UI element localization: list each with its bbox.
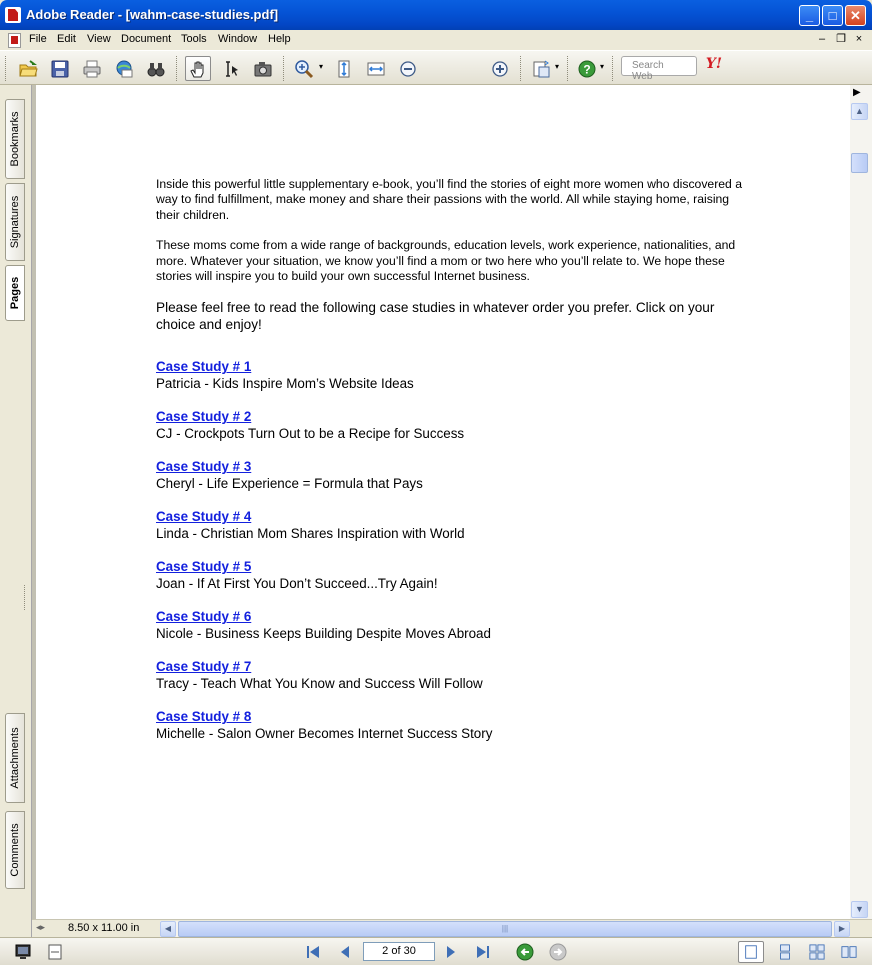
vertical-scrollbar[interactable] bbox=[850, 85, 872, 919]
last-page-icon bbox=[474, 943, 492, 961]
case-study-item bbox=[156, 408, 746, 442]
toolbar-grip[interactable] bbox=[283, 56, 286, 81]
continuous-icon bbox=[777, 944, 793, 960]
hand-tool-icon bbox=[188, 59, 208, 79]
help-button[interactable] bbox=[574, 56, 600, 81]
case-study-link[interactable]: Case Study # 4 bbox=[156, 509, 252, 525]
zoom-out-minus-icon bbox=[398, 59, 418, 79]
toolbar bbox=[0, 50, 872, 85]
navigation-pane-splitter[interactable] bbox=[24, 585, 27, 610]
zoom-in-icon bbox=[294, 59, 314, 79]
fit-height-icon bbox=[334, 59, 354, 79]
zoom-in-button[interactable] bbox=[487, 56, 513, 81]
search-web-input[interactable]: Search Web bbox=[621, 56, 697, 76]
toolbar-grip[interactable] bbox=[176, 56, 179, 81]
single-page-icon bbox=[743, 944, 759, 960]
next-view-button[interactable] bbox=[548, 942, 568, 962]
rotate-view-icon bbox=[531, 59, 551, 79]
close-button[interactable]: ✕ bbox=[845, 5, 866, 26]
page-size-label: 8.50 x 11.00 in bbox=[68, 922, 140, 934]
snapshot-icon bbox=[253, 59, 273, 79]
tab-pages[interactable] bbox=[5, 265, 25, 321]
vertical-scroll-thumb[interactable] bbox=[851, 153, 868, 173]
menu-document[interactable]: Document bbox=[121, 33, 172, 45]
tab-signatures-label: Signatures bbox=[9, 195, 21, 249]
document-page[interactable] bbox=[32, 85, 850, 919]
zoom-tool-dropdown-arrow[interactable]: ▾ bbox=[318, 62, 323, 71]
facing-view-button[interactable] bbox=[836, 941, 862, 963]
document-close-button[interactable]: × bbox=[855, 33, 863, 45]
find-button[interactable] bbox=[143, 56, 169, 81]
next-page-icon bbox=[442, 943, 460, 961]
single-page-view-button[interactable] bbox=[738, 941, 764, 963]
facing-icon bbox=[841, 944, 857, 960]
rotate-view-button[interactable] bbox=[528, 56, 554, 81]
tab-comments[interactable] bbox=[5, 811, 25, 889]
tab-pages-label: Pages bbox=[9, 276, 21, 310]
view-mode-button[interactable] bbox=[13, 942, 33, 962]
case-study-description: CJ - Crockpots Turn Out to be a Recipe for Success bbox=[156, 426, 465, 442]
email-icon bbox=[114, 59, 134, 79]
case-study-item bbox=[156, 558, 746, 592]
document-restore-button[interactable]: ❐ bbox=[836, 33, 846, 45]
fit-width-button[interactable] bbox=[363, 56, 389, 81]
case-study-link[interactable]: Case Study # 6 bbox=[156, 609, 252, 625]
document-icon[interactable] bbox=[8, 33, 21, 48]
page-number-input[interactable]: 2 of 30 bbox=[363, 942, 435, 961]
case-study-item bbox=[156, 608, 746, 642]
scroll-right-button[interactable]: ▶ bbox=[834, 921, 850, 937]
case-study-item bbox=[156, 458, 746, 492]
first-page-icon bbox=[304, 943, 322, 961]
find-binoculars-icon bbox=[146, 59, 166, 79]
open-folder-icon bbox=[18, 59, 38, 79]
title-bar bbox=[0, 0, 872, 30]
case-study-description: Tracy - Teach What You Know and Success Will Follow bbox=[156, 676, 483, 692]
menu-tools[interactable]: Tools bbox=[181, 33, 207, 45]
case-study-description: Joan - If At First You Don’t Succeed...Try Again! bbox=[156, 576, 438, 592]
minimize-button[interactable]: _ bbox=[799, 5, 820, 26]
continuous-facing-icon bbox=[809, 944, 825, 960]
monitor-icon bbox=[14, 943, 32, 961]
help-icon bbox=[577, 59, 597, 79]
horizontal-scrollbar[interactable] bbox=[160, 921, 850, 937]
document-status-button[interactable] bbox=[45, 942, 65, 962]
horizontal-scroll-thumb[interactable]: ||| bbox=[178, 921, 832, 937]
zoom-in-plus-icon bbox=[490, 59, 510, 79]
case-study-item bbox=[156, 508, 746, 542]
rotate-view-dropdown-arrow[interactable]: ▾ bbox=[554, 62, 559, 71]
help-dropdown-arrow[interactable]: ▾ bbox=[599, 62, 604, 71]
previous-page-icon bbox=[336, 943, 354, 961]
menu-window[interactable]: Window bbox=[218, 33, 258, 45]
intro-paragraph: Inside this powerful little supplementary e-book, you’ll find the stories of eight more women who discovered a way to find fulfillment, make money and share their passions with the world. All while staying home, raising their children. bbox=[156, 177, 742, 222]
document-minimize-button[interactable]: – bbox=[818, 33, 826, 45]
window-title: Adobe Reader - [wahm-case-studies.pdf] bbox=[26, 7, 279, 22]
case-study-description: Linda - Christian Mom Shares Inspiration with World bbox=[156, 526, 465, 542]
email-button[interactable] bbox=[111, 56, 137, 81]
scroll-left-button[interactable]: ◀ bbox=[160, 921, 176, 937]
save-button[interactable] bbox=[47, 56, 73, 81]
menu-help[interactable]: Help bbox=[268, 33, 291, 45]
zoom-in-tool-button[interactable] bbox=[291, 56, 317, 81]
tab-signatures[interactable] bbox=[5, 183, 25, 261]
fit-height-button[interactable] bbox=[331, 56, 357, 81]
status-bar bbox=[0, 937, 872, 965]
page-info-bar bbox=[32, 919, 872, 937]
case-study-link[interactable]: Case Study # 3 bbox=[156, 459, 252, 475]
tab-bookmarks-label: Bookmarks bbox=[9, 111, 21, 167]
next-page-button[interactable] bbox=[441, 942, 461, 962]
case-study-description: Michelle - Salon Owner Becomes Internet Success Story bbox=[156, 726, 493, 742]
case-study-list bbox=[156, 358, 746, 742]
continuous-view-button[interactable] bbox=[772, 941, 798, 963]
continuous-facing-view-button[interactable] bbox=[804, 941, 830, 963]
case-study-description: Cheryl - Life Experience = Formula that Pays bbox=[156, 476, 423, 492]
case-study-link[interactable]: Case Study # 7 bbox=[156, 659, 252, 675]
case-study-link[interactable]: Case Study # 8 bbox=[156, 709, 252, 725]
tab-comments-label: Comments bbox=[9, 823, 21, 877]
print-button[interactable] bbox=[79, 56, 105, 81]
tab-attachments[interactable] bbox=[5, 713, 25, 803]
scroll-down-button[interactable]: ▼ bbox=[851, 901, 868, 918]
hand-tool-button[interactable] bbox=[185, 56, 211, 81]
print-icon bbox=[82, 59, 102, 79]
next-view-icon bbox=[549, 943, 567, 961]
fit-width-icon bbox=[366, 59, 386, 79]
tab-bookmarks[interactable] bbox=[5, 99, 25, 179]
toolbar-grip[interactable] bbox=[612, 56, 615, 81]
scroll-up-button[interactable]: ▲ bbox=[851, 103, 868, 120]
page-content bbox=[156, 177, 746, 758]
document-icon bbox=[46, 943, 64, 961]
menu-view[interactable]: View bbox=[87, 33, 111, 45]
case-study-item bbox=[156, 708, 746, 742]
zoom-out-button[interactable] bbox=[395, 56, 421, 81]
last-page-button[interactable] bbox=[473, 942, 493, 962]
snapshot-button[interactable] bbox=[250, 56, 276, 81]
select-text-button[interactable] bbox=[218, 56, 244, 81]
navigation-pane bbox=[0, 85, 32, 939]
toolbar-grip[interactable] bbox=[5, 56, 8, 81]
menu-bar bbox=[0, 30, 872, 50]
select-text-icon bbox=[221, 59, 241, 79]
yahoo-icon[interactable]: Y! bbox=[705, 56, 723, 72]
case-study-item bbox=[156, 358, 746, 392]
case-study-description: Nicole - Business Keeps Building Despite Moves Abroad bbox=[156, 626, 491, 642]
intro-paragraph: These moms come from a wide range of backgrounds, education levels, work experience, nationalities, and more. Whatever your situation, we know you’ll find a mom or two here who you’ll relate to. We hope these stories will inspire you to build your own successful Internet business. bbox=[156, 238, 736, 284]
save-icon bbox=[50, 59, 70, 79]
case-study-link[interactable]: Case Study # 1 bbox=[156, 359, 252, 375]
menu-file[interactable]: File bbox=[29, 33, 47, 45]
tab-attachments-label: Attachments bbox=[9, 727, 21, 789]
options-menu-arrow-icon[interactable]: ▶ bbox=[853, 87, 861, 98]
first-page-button[interactable] bbox=[303, 942, 323, 962]
previous-view-icon bbox=[516, 943, 534, 961]
toolbar-grip[interactable] bbox=[567, 56, 570, 81]
previous-view-button[interactable] bbox=[515, 942, 535, 962]
open-button[interactable] bbox=[15, 56, 41, 81]
case-study-description: Patricia - Kids Inspire Mom’s Website Ideas bbox=[156, 376, 414, 392]
case-study-item bbox=[156, 658, 746, 692]
svg-text:?: ? bbox=[583, 62, 591, 76]
case-study-link[interactable]: Case Study # 5 bbox=[156, 559, 252, 575]
toolbar-grip[interactable] bbox=[520, 56, 523, 81]
menu-edit[interactable]: Edit bbox=[57, 33, 76, 45]
previous-page-button[interactable] bbox=[335, 942, 355, 962]
splitter-arrows-icon[interactable]: ◂▸ bbox=[36, 922, 46, 932]
adobe-reader-app-icon[interactable] bbox=[5, 7, 21, 23]
maximize-button[interactable]: □ bbox=[822, 5, 843, 26]
instruction-paragraph: Please feel free to read the following case studies in whatever order you prefer. Click on your choice and enjoy! bbox=[156, 300, 715, 333]
case-study-link[interactable]: Case Study # 2 bbox=[156, 409, 252, 425]
